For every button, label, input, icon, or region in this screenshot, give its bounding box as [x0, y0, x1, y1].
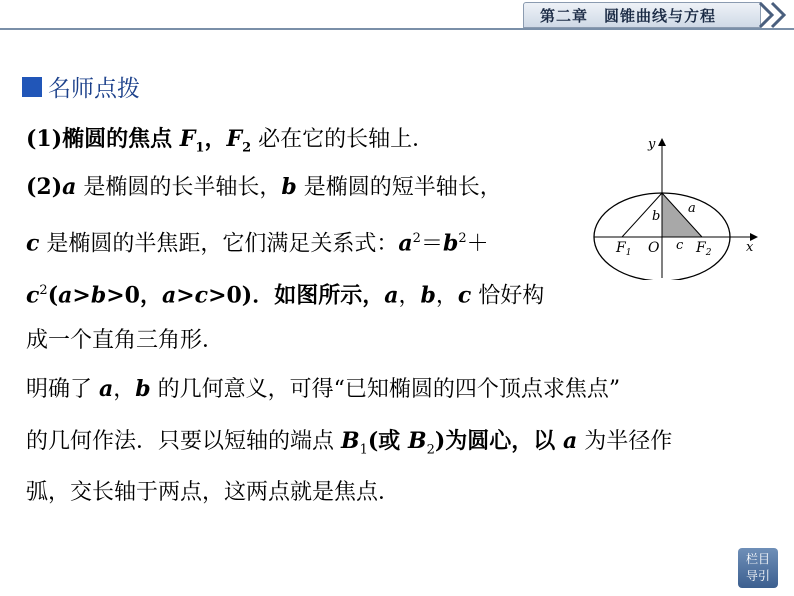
chapter-title: 第二章 圆锥曲线与方程	[540, 7, 717, 25]
y-label: y	[648, 137, 656, 152]
text-line-8: 弧，交长轴于两点，这两点就是焦点．	[26, 480, 401, 505]
text-line-6: 明确了 a，b 的几何意义，可得“已知椭圆的四个顶点求焦点”	[26, 376, 621, 402]
f1-label: $F_1$	[616, 240, 632, 258]
header-divider	[0, 28, 794, 30]
y-axis-arrow-icon	[658, 138, 666, 146]
square-bullet-icon	[22, 77, 42, 97]
x-label: x	[746, 240, 754, 255]
text-line-3: c 是椭圆的半焦距，它们满足关系式：$a^2=b^2+$	[26, 230, 489, 257]
b-label: b	[652, 209, 661, 224]
section-nav-button[interactable]	[738, 548, 778, 588]
double-chevron-right-icon	[756, 0, 792, 30]
nav-label-1: 栏目	[745, 552, 770, 566]
ellipse-diagram	[590, 130, 770, 280]
origin-label: O	[648, 240, 660, 256]
a-label: a	[688, 201, 696, 216]
text-line-7: 的几何作法．只要以短轴的端点 $B_1$(或 $B_2$)为圆心，以 a 为半径作	[26, 428, 673, 458]
text-line-5: 成一个直角三角形．	[26, 328, 225, 353]
section-heading	[22, 70, 140, 103]
text-line-2: (2)a 是椭圆的长半轴长，b 是椭圆的短半轴长，	[26, 174, 502, 200]
section-title: 名师点拨	[48, 76, 140, 102]
text-line-1: (1)椭圆的焦点 $F_1$，$F_2$ 必在它的长轴上．	[26, 126, 435, 156]
c-label: c	[676, 238, 684, 253]
f2-label: $F_2$	[696, 240, 712, 258]
text-line-4: $c^2(a>b>0$，a>c>0)．如图所示，a，b，c 恰好构	[26, 282, 545, 309]
nav-label-2: 导引	[745, 569, 770, 583]
